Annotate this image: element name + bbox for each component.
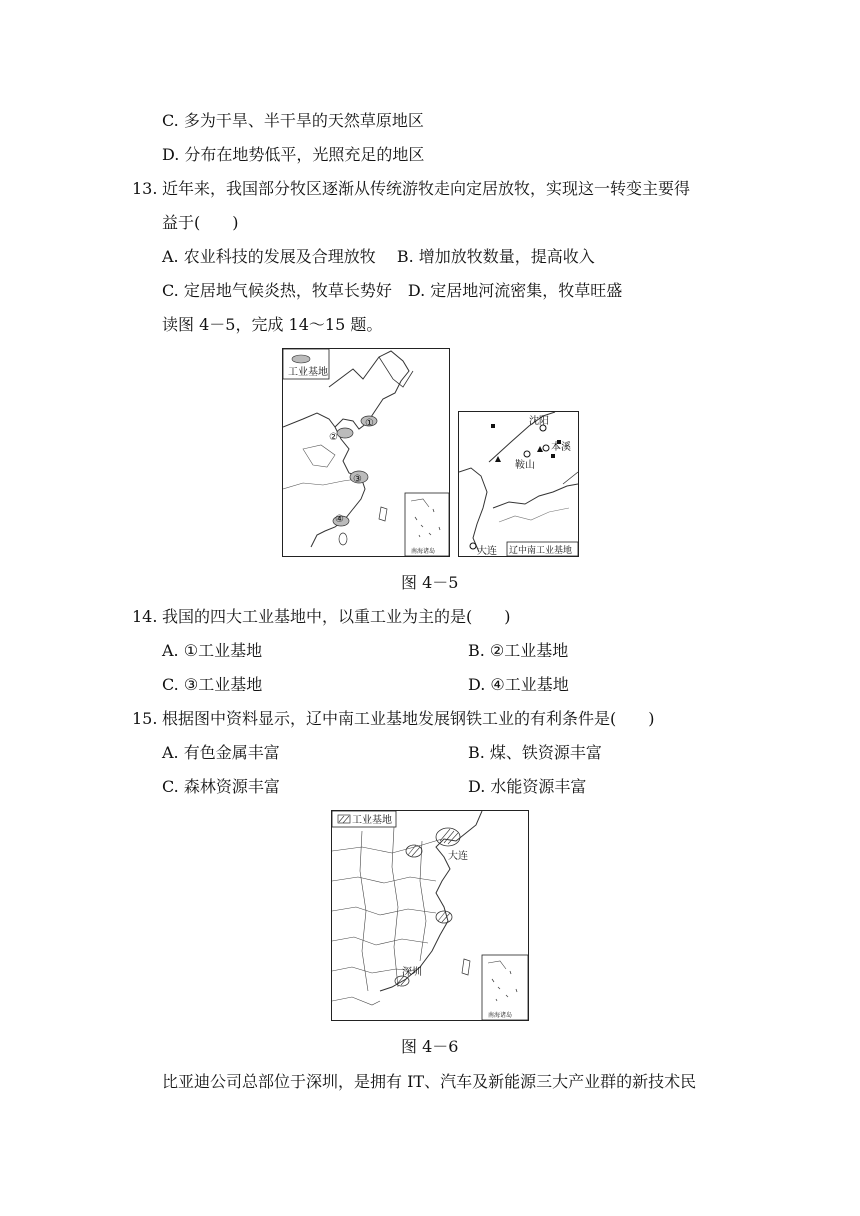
city-shenyang: 沈阳 bbox=[529, 416, 549, 427]
q12-option-d: D. 分布在地势低平，光照充足的地区 bbox=[162, 145, 425, 164]
marker-4: ④ bbox=[335, 514, 344, 525]
q14-number: 14. bbox=[132, 607, 158, 626]
q12-option-c: C. 多为干旱、半干旱的天然草原地区 bbox=[162, 111, 424, 130]
legend-label: 工业基地 bbox=[288, 367, 328, 378]
q13-stem-line2: 益于( ) bbox=[162, 213, 239, 232]
inset-caption: 南海诸岛 bbox=[411, 548, 436, 555]
q13-stem-line1: 近年来，我国部分牧区逐渐从传统游牧走向定居放牧，实现这一转变主要得 bbox=[162, 179, 691, 198]
city-anshan: 鞍山 bbox=[515, 460, 535, 471]
fig46-south-sea-inset bbox=[482, 955, 528, 1020]
city-dalian: 大连 bbox=[477, 546, 497, 556]
detail-label: 辽中南工业基地 bbox=[509, 546, 573, 556]
liaoning-detail-drawing bbox=[459, 412, 578, 556]
q14-option-d: D. ④工业基地 bbox=[468, 675, 569, 694]
intro-14-15: 读图 4－5，完成 14～15 题。 bbox=[162, 315, 383, 334]
q14-stem: 我国的四大工业基地中，以重工业为主的是( ) bbox=[162, 607, 511, 626]
q13-options-cd: C. 定居地气候炎热，牧草长势好 D. 定居地河流密集，牧草旺盛 bbox=[162, 281, 623, 300]
q14-option-b: B. ②工业基地 bbox=[468, 641, 569, 660]
q15-option-c: C. 森林资源丰富 bbox=[162, 777, 280, 796]
city-benxi: 本溪 bbox=[551, 442, 571, 453]
q14-option-c: C. ③工业基地 bbox=[162, 675, 263, 694]
marker-2: ② bbox=[329, 432, 338, 443]
q15-option-b: B. 煤、铁资源丰富 bbox=[468, 743, 602, 762]
q15-stem: 根据图中资料显示，辽中南工业基地发展钢铁工业的有利条件是( ) bbox=[162, 709, 655, 728]
figure-4-6-caption: 图 4－6 bbox=[401, 1037, 459, 1056]
liaoning-detail-map bbox=[458, 411, 579, 557]
china-east-map bbox=[282, 348, 450, 557]
china-provinces-drawing bbox=[332, 811, 528, 1020]
south-sea-inset bbox=[405, 493, 449, 556]
figure-4-5-caption: 图 4－5 bbox=[401, 573, 459, 592]
legend-swatch-icon bbox=[292, 355, 310, 363]
q15-option-a: A. 有色金属丰富 bbox=[162, 743, 280, 762]
china-east-map-drawing bbox=[283, 349, 449, 556]
china-provinces-map bbox=[331, 810, 529, 1021]
fig46-city-dalian: 大连 bbox=[448, 851, 468, 862]
q14-option-a: A. ①工业基地 bbox=[162, 641, 263, 660]
marker-1: ① bbox=[365, 418, 374, 429]
q15-number: 15. bbox=[132, 709, 158, 728]
passage-line1: 比亚迪公司总部位于深圳，是拥有 IT、汽车及新能源三大产业群的新技术民 bbox=[162, 1072, 697, 1091]
marker-3: ③ bbox=[353, 474, 362, 485]
fig46-inset-caption: 南海诸岛 bbox=[488, 1012, 513, 1019]
q13-number: 13. bbox=[132, 179, 158, 198]
fig46-legend-label: 工业基地 bbox=[352, 815, 392, 826]
q13-options-ab: A. 农业科技的发展及合理放牧 B. 增加放牧数量，提高收入 bbox=[162, 247, 595, 266]
fig46-city-shenzhen: 深圳 bbox=[402, 967, 422, 978]
q15-option-d: D. 水能资源丰富 bbox=[468, 777, 587, 796]
